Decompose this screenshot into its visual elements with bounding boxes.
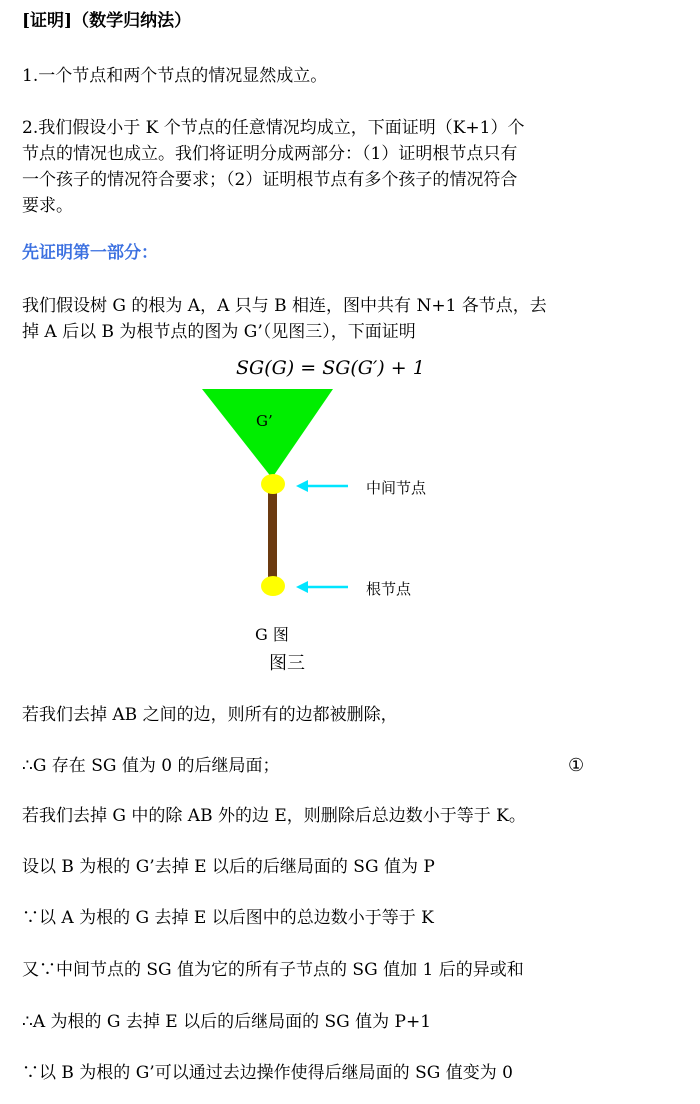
step-2-line-1: 2.我们假设小于 K 个节点的任意情况均成立，下面证明（K+1）个: [22, 118, 525, 138]
proof-line-1: 若我们去掉 AB 之间的边，则所有的边都被删除，: [22, 705, 398, 725]
graph-caption: G 图: [255, 625, 289, 644]
root-node: [261, 576, 285, 596]
subtree-label: G’: [256, 412, 273, 430]
proof-title: [证明]（数学归纳法）: [22, 11, 192, 31]
proof-line-2: ∴G 存在 SG 值为 0 的后继局面；: [22, 756, 280, 776]
middle-node-label: 中间节点: [366, 479, 427, 497]
middle-node-arrow: [296, 480, 348, 492]
root-node-label: 根节点: [366, 580, 412, 598]
proof-line-6: 又∵中间节点的 SG 值为它的所有子节点的 SG 值加 1 后的异或和: [22, 960, 524, 980]
step-2-line-4: 要求。: [22, 196, 73, 216]
proof-line-5: ∵以 A 为根的 G 去掉 E 以后图中的总边数小于等于 K: [22, 908, 434, 928]
proof-line-8: ∵以 B 为根的 G’可以通过去边操作使得后继局面的 SG 值变为 0: [22, 1063, 513, 1083]
proof-line-7: ∴A 为根的 G 去掉 E 以后的后继局面的 SG 值为 P+1: [22, 1012, 432, 1032]
formula: SG(G) = SG(G′) + 1: [236, 357, 425, 379]
root-node-arrow: [296, 581, 348, 593]
tree-edge: [268, 486, 277, 584]
proof-line-3: 若我们去掉 G 中的除 AB 外的边 E，则删除后总边数小于等于 K。: [22, 806, 526, 826]
figure-caption: 图三: [269, 653, 305, 674]
middle-node: [261, 474, 285, 494]
section-heading: 先证明第一部分：: [22, 243, 158, 263]
intro-line-1: 我们假设树 G 的根为 A，A 只与 B 相连，图中共有 N+1 各节点，去: [22, 296, 547, 316]
step-2-line-3: 一个孩子的情况符合要求；（2）证明根节点有多个孩子的情况符合: [22, 170, 518, 190]
proof-line-4: 设以 B 为根的 G’去掉 E 以后的后继局面的 SG 值为 P: [22, 857, 435, 877]
intro-line-2: 掉 A 后以 B 为根节点的图为 G’（见图三），下面证明: [22, 322, 416, 342]
subtree-triangle: [202, 389, 333, 478]
step-2-line-2: 节点的情况也成立。我们将证明分成两部分：（1）证明根节点只有: [22, 144, 518, 164]
equation-marker: ①: [568, 755, 585, 776]
step-1: 1.一个节点和两个节点的情况显然成立。: [22, 66, 328, 86]
